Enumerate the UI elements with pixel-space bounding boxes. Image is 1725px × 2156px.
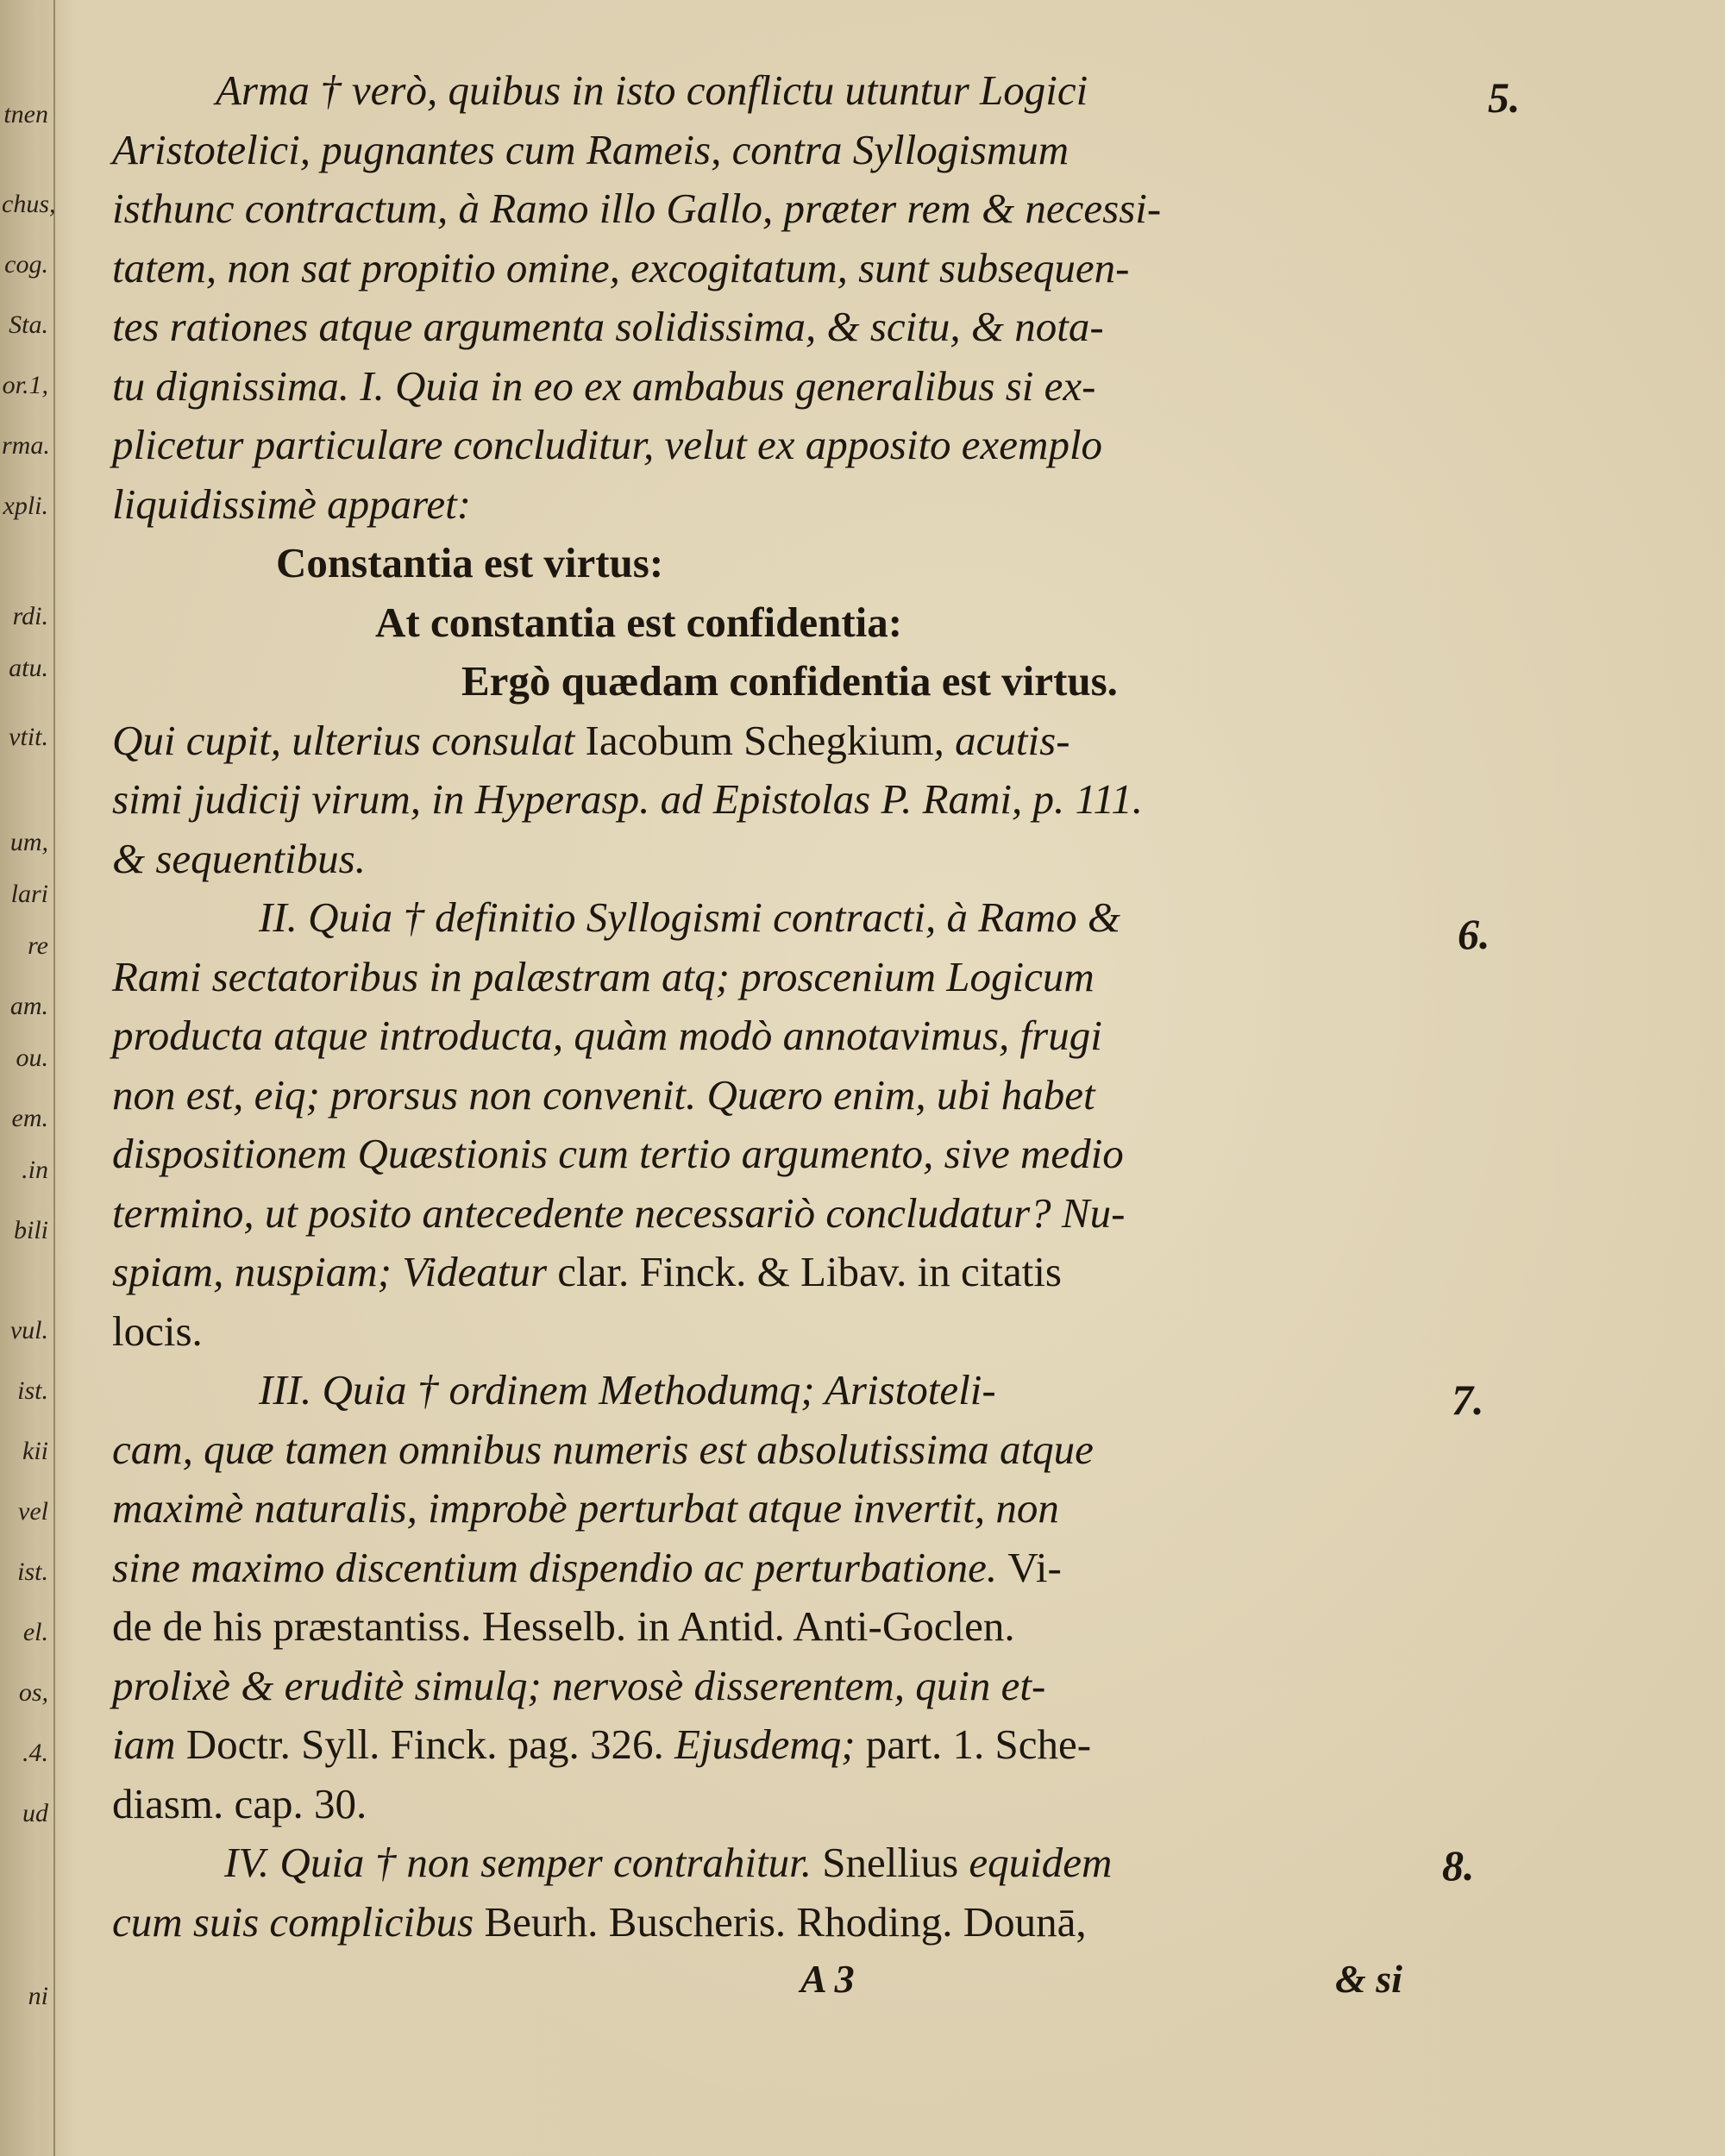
- text-line: [112, 1188, 1126, 1237]
- left-margin-fragment: am.: [9, 992, 48, 1020]
- text-line: [112, 243, 1130, 291]
- left-margin-fragment: ou.: [16, 1044, 48, 1072]
- left-margin-fragment: chus,: [2, 190, 56, 218]
- italic-text: dispositionem Quæstionis cum tertio argumento, sive medio: [112, 1130, 1124, 1177]
- italic-text: Rami sectatoribus in palæstram atq; proscenium Logicum: [112, 952, 1095, 1000]
- italic-text: tatem, non sat propitio omine, excogitatum, sunt subsequen-: [112, 243, 1130, 291]
- italic-text: non est, eiq; prorsus non convenit. Quæro enim, ubi habet: [112, 1070, 1095, 1119]
- text-line: [112, 479, 472, 528]
- catchword: & si: [1335, 1957, 1402, 2001]
- text-line: [112, 423, 1102, 466]
- left-margin-fragment: rdi.: [12, 602, 48, 630]
- italic-text: IV. Quia † non semper contrahitur.: [224, 1839, 823, 1886]
- text-line: [112, 834, 366, 882]
- text-line: [224, 1839, 1113, 1886]
- text-line: [276, 539, 664, 586]
- italic-text: plicetur particulare concluditur, velut ex apposito exemplo: [112, 421, 1103, 468]
- left-margin-fragment: re: [28, 931, 48, 960]
- left-margin-fragment: bili: [13, 1216, 48, 1244]
- text-line: [112, 185, 1162, 232]
- left-margin-fragment: kii: [22, 1437, 48, 1465]
- italic-text: Ejusdemq;: [674, 1720, 866, 1768]
- italic-text: isthunc contractum, à Ramo illo Gallo, præter rem & necessi-: [112, 185, 1162, 232]
- left-margin-fragment: rma.: [2, 431, 50, 460]
- left-margin-fragment: or.1,: [2, 371, 48, 399]
- left-margin-fragment: vel: [18, 1497, 48, 1526]
- left-margin-fragment: vul.: [9, 1316, 48, 1344]
- roman-text: Snellius: [822, 1839, 969, 1886]
- text-line: [112, 1132, 1124, 1175]
- margin-number: 6.: [1458, 910, 1490, 958]
- left-margin-fragment: os,: [18, 1678, 48, 1707]
- roman-text: de de his præstantiss. Hesselb. in Antid. Anti-Goclen.: [112, 1602, 1015, 1650]
- left-margin-fragment: el.: [22, 1618, 48, 1646]
- italic-text: maximè naturalis, improbè perturbat atque invertit, non: [112, 1484, 1059, 1532]
- roman-text: locis.: [112, 1307, 203, 1355]
- left-margin-fragment: um,: [9, 828, 48, 856]
- italic-text: iam: [112, 1720, 186, 1768]
- left-margin-fragment: tnen: [3, 100, 48, 128]
- left-margin-fragment: .4.: [22, 1739, 48, 1767]
- italic-text: tu dignissima. I. Quia in eo ex ambabus generalibus si ex-: [112, 361, 1096, 410]
- roman-text: Doctr. Syll. Finck. pag. 326.: [185, 1720, 674, 1768]
- italic-text: equidem: [969, 1839, 1113, 1886]
- text-line: [259, 893, 1120, 941]
- text-line: [112, 1484, 1059, 1532]
- text-line: [112, 952, 1095, 1000]
- left-margin-fragment: vtit.: [9, 723, 48, 751]
- text-line: [112, 1897, 1087, 1946]
- text-line: [112, 1250, 1062, 1293]
- italic-text: II. Quia † definitio Syllogismi contracti, à Ramo &: [259, 893, 1120, 941]
- left-margin-fragment: atu.: [9, 654, 48, 682]
- left-margin-fragment: xpli.: [3, 492, 48, 520]
- roman-text: clar. Finck. & Libav. in citatis: [557, 1248, 1062, 1295]
- text-line: [112, 1070, 1095, 1119]
- text-line: [112, 1307, 203, 1355]
- left-page-gutter: [0, 0, 55, 2156]
- left-margin-fragment: Sta.: [9, 310, 48, 339]
- roman-text: Iacobum Schegkium: [585, 716, 934, 764]
- text-line: [112, 1779, 367, 1827]
- left-margin-fragment: .in: [22, 1156, 48, 1184]
- text-line: [461, 657, 1118, 705]
- margin-number: 7.: [1452, 1376, 1484, 1424]
- roman-text: Ergò quædam confidentia est virtus.: [461, 657, 1118, 705]
- left-margin-fragment: ni: [28, 1982, 48, 2010]
- text-line: [112, 1720, 1092, 1768]
- italic-text: sine maximo discentium dispendio ac perturbatione.: [112, 1543, 1008, 1591]
- margin-number: 8.: [1442, 1841, 1475, 1890]
- italic-text: , acutis-: [933, 716, 1070, 764]
- italic-text: simi judicij virum, in Hyperasp. ad Epistolas P. Rami, p. 111.: [112, 775, 1144, 823]
- italic-text: cum suis complicibus: [112, 1897, 485, 1946]
- text-line: [112, 1602, 1015, 1650]
- text-line: [216, 66, 1088, 114]
- text-line: [112, 1012, 1102, 1059]
- text-line: [112, 1425, 1094, 1473]
- margin-number: 5.: [1488, 73, 1521, 122]
- text-line: [112, 1543, 1062, 1591]
- left-margin-fragment: ud: [22, 1799, 48, 1827]
- italic-text: III. Quia † ordinem Methodumq; Aristoteli-: [259, 1366, 996, 1413]
- left-margin-fragment: ist.: [17, 1376, 48, 1405]
- roman-text: diasm. cap. 30.: [112, 1779, 367, 1827]
- italic-text: prolixè & eruditè simulq; nervosè disserentem, quin et-: [112, 1661, 1046, 1709]
- text-line: [112, 716, 1070, 764]
- roman-text: part. 1. Sche-: [865, 1720, 1092, 1768]
- italic-text: tes rationes atque argumenta solidissima, & scitu, & nota-: [112, 303, 1104, 350]
- text-line: [112, 305, 1104, 348]
- italic-text: Aristotelici, pugnantes cum Rameis, contra Syllogismum: [112, 125, 1070, 173]
- italic-text: cam, quæ tamen omnibus numeris est absolutissima atque: [112, 1425, 1094, 1473]
- italic-text: producta atque introducta, quàm modò annotavimus, frugi: [112, 1012, 1102, 1059]
- signature-mark: A 3: [800, 1957, 855, 2001]
- text-line: [112, 125, 1070, 173]
- roman-text: Beurh. Buscheris. Rhoding. Dounā,: [484, 1897, 1087, 1946]
- italic-text: liquidissimè apparet:: [112, 479, 472, 528]
- text-line: [259, 1366, 996, 1413]
- left-margin-fragment: ist.: [17, 1557, 48, 1586]
- roman-text: Vi-: [1007, 1543, 1062, 1591]
- left-margin-fragment: cog.: [4, 250, 48, 279]
- italic-text: termino, ut posito antecedente necessariò concludatur? Nu-: [112, 1188, 1126, 1237]
- text-line: [112, 361, 1096, 410]
- text-line: [112, 775, 1144, 823]
- italic-text: spiam, nuspiam; Videatur: [112, 1248, 558, 1295]
- italic-text: & sequentibus.: [112, 834, 366, 882]
- italic-text: Arma † verò, quibus in isto conflictu utuntur Logici: [216, 66, 1088, 114]
- left-margin-fragment: em.: [11, 1104, 48, 1132]
- roman-text: Constantia est virtus:: [276, 539, 664, 586]
- text-line: [112, 1661, 1046, 1709]
- left-margin-fragment: lari: [10, 880, 48, 908]
- italic-text: Qui cupit, ulterius consulat: [112, 716, 586, 764]
- roman-text: At constantia est confidentia:: [375, 598, 903, 646]
- text-line: [375, 598, 903, 646]
